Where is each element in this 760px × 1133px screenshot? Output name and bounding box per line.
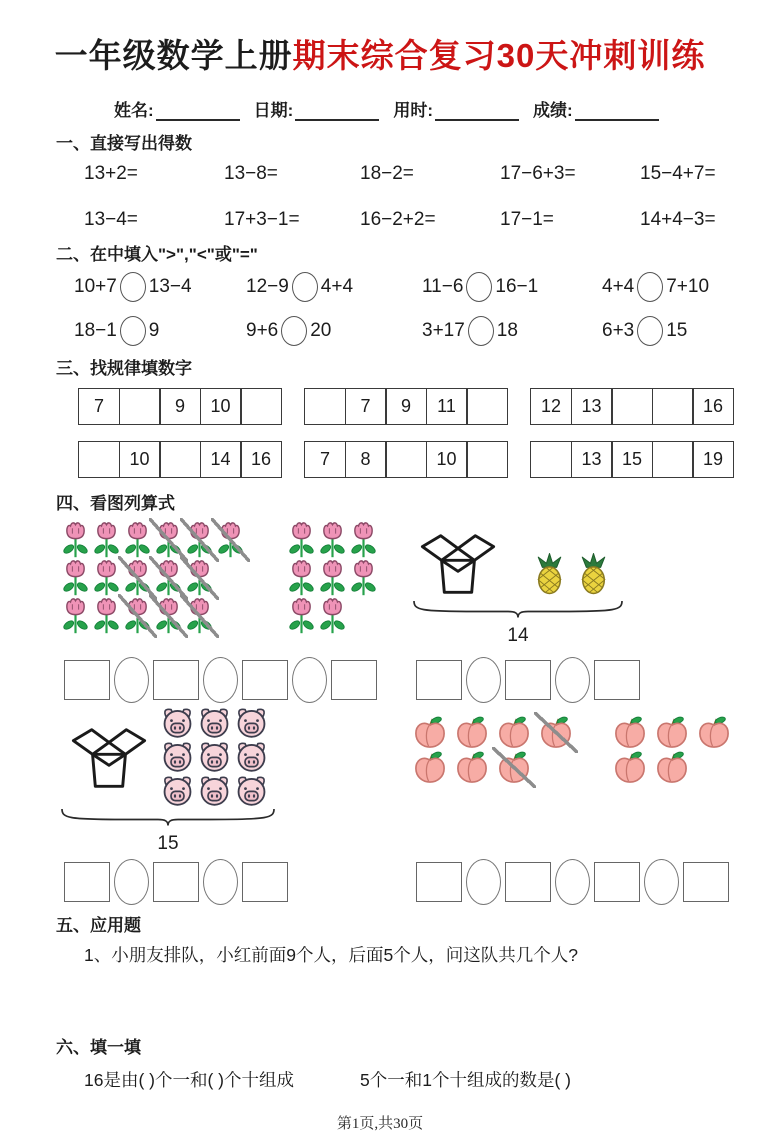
fill-in-left: 16是由( )个一和( )个十组成 bbox=[84, 1070, 294, 1090]
peach-icon bbox=[654, 750, 690, 785]
answer-number-box[interactable] bbox=[153, 862, 199, 902]
icon-row bbox=[60, 597, 246, 635]
pineapple-group bbox=[534, 552, 609, 595]
icon-grid bbox=[412, 715, 574, 785]
math-expression: 16−2+2= bbox=[360, 209, 436, 230]
tulip-picture-problem bbox=[60, 521, 412, 647]
sequence-cell: 10 bbox=[426, 441, 468, 478]
section3-sequences bbox=[18, 388, 742, 478]
answer-operator-circle[interactable] bbox=[466, 859, 501, 905]
work-space bbox=[18, 967, 742, 1025]
icon-grid bbox=[286, 521, 379, 635]
right-expression: 4+4 bbox=[320, 275, 354, 297]
title-black-part: 一年级数学上册 bbox=[54, 37, 293, 74]
compare-answer-circle[interactable] bbox=[466, 272, 492, 302]
open-box-icon bbox=[67, 723, 151, 793]
comparison-problem bbox=[422, 315, 602, 346]
peach-picture-problem bbox=[412, 703, 742, 855]
pig-icon bbox=[233, 739, 270, 773]
page-title bbox=[18, 36, 742, 76]
tulip-icon bbox=[286, 597, 317, 635]
math-expression: 15−4+7= bbox=[640, 163, 716, 184]
time-used-label: 用时: bbox=[393, 101, 434, 120]
comparison-problem bbox=[246, 271, 422, 302]
right-expression: 9 bbox=[148, 319, 160, 341]
sequence-cell: 13 bbox=[571, 388, 613, 425]
comparison-problem bbox=[74, 315, 246, 346]
peach-clusters bbox=[412, 703, 732, 785]
date-field bbox=[254, 96, 380, 121]
fill-in-right: 5个一和1个十组成的数是( ) bbox=[360, 1070, 571, 1090]
peach-icon bbox=[496, 750, 532, 785]
answer-template-flowers bbox=[64, 657, 412, 703]
box-pig-items bbox=[67, 705, 270, 807]
pineapple-icon bbox=[578, 552, 609, 595]
sequence-cell: 16 bbox=[692, 388, 734, 425]
icon-row bbox=[412, 715, 574, 750]
pineapple-icon bbox=[534, 552, 565, 595]
answer-operator-circle[interactable] bbox=[644, 859, 679, 905]
brace-total-label: 15 bbox=[157, 833, 179, 854]
section1-problems bbox=[18, 161, 742, 232]
pig-icon bbox=[159, 705, 196, 739]
tulip-icon bbox=[91, 521, 122, 559]
score-label: 成绩: bbox=[533, 101, 573, 120]
answer-number-box[interactable] bbox=[242, 660, 288, 700]
number-sequence-box bbox=[530, 388, 734, 425]
compare-answer-circle[interactable] bbox=[637, 316, 663, 346]
icon-row bbox=[286, 559, 379, 597]
open-box-icon bbox=[416, 529, 500, 599]
comparison-problem bbox=[246, 315, 422, 346]
pig-icon bbox=[159, 773, 196, 807]
math-expression: 13−4= bbox=[84, 209, 138, 230]
tulip-icon bbox=[348, 521, 379, 559]
answer-operator-circle[interactable] bbox=[203, 859, 238, 905]
section5-heading: 五、应用题 bbox=[56, 916, 141, 935]
pig-icon bbox=[159, 739, 196, 773]
tulip-icon bbox=[60, 559, 91, 597]
sequence-blank-cell[interactable] bbox=[304, 388, 346, 425]
sequence-blank-cell[interactable] bbox=[611, 388, 653, 425]
sequence-cell: 19 bbox=[692, 441, 734, 478]
pig-icon bbox=[196, 739, 233, 773]
score-blank-line[interactable] bbox=[575, 103, 659, 121]
page-number: 第1页,共30页 bbox=[336, 1116, 424, 1132]
icon-grid bbox=[60, 521, 246, 635]
left-expression: 11−6 bbox=[422, 275, 464, 297]
left-expression: 6+3 bbox=[602, 319, 635, 341]
answer-operator-circle[interactable] bbox=[114, 657, 149, 703]
sequence-blank-cell[interactable] bbox=[385, 441, 427, 478]
sequence-cell: 7 bbox=[78, 388, 120, 425]
sequence-cell: 14 bbox=[200, 441, 242, 478]
tulip-icon bbox=[286, 559, 317, 597]
answer-operator-circle[interactable] bbox=[203, 657, 238, 703]
equation-answer-template bbox=[416, 859, 729, 905]
answer-operator-circle[interactable] bbox=[114, 859, 149, 905]
answer-number-box[interactable] bbox=[594, 862, 640, 902]
answer-number-box[interactable] bbox=[64, 862, 110, 902]
compare-answer-circle[interactable] bbox=[468, 316, 494, 346]
icon-row bbox=[159, 739, 270, 773]
answer-operator-circle[interactable] bbox=[555, 859, 590, 905]
math-expression: 18−2= bbox=[360, 163, 414, 184]
icon-row bbox=[60, 559, 246, 597]
answer-number-box[interactable] bbox=[64, 660, 110, 700]
section6-heading: 六、填一填 bbox=[56, 1038, 141, 1057]
math-expression: 17−1= bbox=[500, 209, 554, 230]
icon-row bbox=[286, 597, 379, 635]
sequence-row bbox=[78, 388, 742, 425]
sequence-blank-cell[interactable] bbox=[466, 388, 508, 425]
left-expression: 9+6 bbox=[246, 319, 279, 341]
answer-template-pigs bbox=[64, 859, 412, 905]
sequence-blank-cell[interactable] bbox=[240, 388, 282, 425]
comparison-row bbox=[74, 271, 742, 302]
sequence-cell: 8 bbox=[345, 441, 387, 478]
icon-row bbox=[612, 715, 732, 750]
math-expression: 13−8= bbox=[224, 163, 278, 184]
icon-row bbox=[60, 521, 246, 559]
peach-icon bbox=[454, 750, 490, 785]
icon-row bbox=[286, 521, 379, 559]
sequence-blank-cell[interactable] bbox=[652, 441, 694, 478]
pig-icon bbox=[233, 705, 270, 739]
tulip-icon bbox=[60, 597, 91, 635]
answer-operator-circle[interactable] bbox=[292, 657, 327, 703]
compare-answer-circle[interactable] bbox=[292, 272, 318, 302]
math-expression: 17+3−1= bbox=[224, 209, 300, 230]
answer-operator-circle[interactable] bbox=[466, 657, 501, 703]
right-expression: 20 bbox=[310, 319, 332, 341]
left-expression: 4+4 bbox=[602, 275, 635, 297]
compare-answer-circle[interactable] bbox=[637, 272, 663, 302]
name-blank-line[interactable] bbox=[156, 103, 240, 121]
number-sequence-box bbox=[78, 441, 282, 478]
sequence-blank-cell[interactable] bbox=[466, 441, 508, 478]
tulip-icon bbox=[317, 521, 348, 559]
section2-heading: 二、在中填入">","<"或"=" bbox=[56, 245, 258, 264]
peach-icon bbox=[412, 715, 448, 750]
date-label: 日期: bbox=[253, 101, 294, 120]
pig-icon bbox=[233, 773, 270, 807]
compare-answer-circle[interactable] bbox=[120, 316, 146, 346]
answer-operator-circle[interactable] bbox=[555, 657, 590, 703]
peach-icon bbox=[454, 715, 490, 750]
time-used-blank-line[interactable] bbox=[435, 103, 519, 121]
answer-number-box[interactable] bbox=[242, 862, 288, 902]
equation-answer-template bbox=[416, 657, 640, 703]
sequence-cell: 9 bbox=[159, 388, 201, 425]
left-expression: 18−1 bbox=[74, 319, 117, 341]
sequence-cell: 10 bbox=[119, 441, 161, 478]
peach-icon bbox=[696, 715, 732, 750]
icon-row bbox=[412, 750, 574, 785]
section3-heading: 三、找规律填数字 bbox=[56, 359, 192, 378]
icon-grid bbox=[159, 705, 270, 807]
fill-in-line bbox=[84, 1067, 742, 1092]
sequence-blank-cell[interactable] bbox=[159, 441, 201, 478]
answer-number-box[interactable] bbox=[505, 862, 551, 902]
answer-number-box[interactable] bbox=[505, 660, 551, 700]
tulip-icon bbox=[286, 521, 317, 559]
comparison-problem bbox=[422, 271, 602, 302]
comparison-row bbox=[74, 315, 742, 346]
box-and-pineapples bbox=[412, 529, 624, 647]
icon-grid bbox=[612, 715, 732, 785]
math-expression: 14+4−3= bbox=[640, 209, 716, 230]
tulip-icon bbox=[184, 597, 215, 635]
number-sequence-box bbox=[304, 441, 508, 478]
sequence-cell: 16 bbox=[240, 441, 282, 478]
peach-icon bbox=[654, 715, 690, 750]
left-expression: 3+17 bbox=[422, 319, 465, 341]
answer-number-box[interactable] bbox=[416, 660, 462, 700]
number-sequence-box bbox=[530, 441, 734, 478]
student-info-row bbox=[114, 96, 742, 121]
right-expression: 16−1 bbox=[495, 275, 539, 297]
sequence-cell: 10 bbox=[200, 388, 242, 425]
time-used-field bbox=[393, 96, 519, 121]
math-expression: 13+2= bbox=[84, 163, 138, 184]
box-and-pigs bbox=[60, 705, 276, 855]
answer-number-box[interactable] bbox=[594, 660, 640, 700]
pig-box-problem bbox=[60, 705, 412, 855]
sequence-blank-cell[interactable] bbox=[78, 441, 120, 478]
peach-icon bbox=[612, 750, 648, 785]
score-field bbox=[533, 96, 659, 121]
arithmetic-row bbox=[84, 161, 742, 186]
name-label: 姓名: bbox=[114, 101, 154, 120]
peach-icon bbox=[538, 715, 574, 750]
equation-answer-template bbox=[64, 657, 377, 703]
comparison-problem bbox=[74, 271, 246, 302]
sequence-cell: 12 bbox=[530, 388, 572, 425]
pig-icon bbox=[196, 773, 233, 807]
section1-heading: 一、直接写出得数 bbox=[56, 134, 192, 153]
right-expression: 7+10 bbox=[666, 275, 710, 297]
tulip-icon bbox=[60, 521, 91, 559]
sequence-row bbox=[78, 441, 742, 478]
sequence-blank-cell[interactable] bbox=[119, 388, 161, 425]
tulip-groups bbox=[60, 521, 379, 635]
left-expression: 10+7 bbox=[74, 275, 117, 297]
icon-row bbox=[612, 750, 732, 785]
sequence-cell: 11 bbox=[426, 388, 468, 425]
word-problem-text: 1、小朋友排队，小红前面9个人，后面5个人，问这队共几个人? bbox=[84, 945, 578, 965]
section4-heading: 四、看图列算式 bbox=[56, 494, 175, 513]
peach-icon bbox=[612, 715, 648, 750]
tulip-icon bbox=[317, 559, 348, 597]
answer-number-box[interactable] bbox=[153, 660, 199, 700]
answer-template-peaches bbox=[416, 859, 742, 905]
box-pineapple-items bbox=[416, 529, 621, 599]
compare-answer-circle[interactable] bbox=[281, 316, 307, 346]
picture-problems bbox=[60, 521, 742, 905]
pig-icon bbox=[196, 705, 233, 739]
left-expression: 12−9 bbox=[246, 275, 289, 297]
date-blank-line[interactable] bbox=[295, 103, 379, 121]
arithmetic-row bbox=[84, 207, 742, 232]
tulip-icon bbox=[215, 521, 246, 559]
tulip-icon bbox=[184, 559, 215, 597]
pineapple-box-problem bbox=[412, 521, 742, 647]
comparison-problem bbox=[602, 315, 742, 346]
tulip-icon bbox=[348, 559, 379, 597]
tulip-icon bbox=[317, 597, 348, 635]
brace-total-label: 14 bbox=[507, 625, 529, 646]
icon-row bbox=[159, 773, 270, 807]
answer-number-box[interactable] bbox=[416, 862, 462, 902]
math-expression: 17−6+3= bbox=[500, 163, 576, 184]
number-sequence-box bbox=[78, 388, 282, 425]
sequence-cell: 15 bbox=[611, 441, 653, 478]
underbrace bbox=[412, 599, 624, 624]
title-red-part: 期末综合复习30天冲刺训练 bbox=[292, 37, 706, 74]
section2-problems bbox=[18, 271, 742, 346]
name-field bbox=[114, 96, 240, 121]
peach-icon bbox=[412, 750, 448, 785]
sequence-cell: 7 bbox=[304, 441, 346, 478]
right-expression: 15 bbox=[666, 319, 688, 341]
compare-answer-circle[interactable] bbox=[120, 272, 146, 302]
answer-number-box[interactable] bbox=[331, 660, 377, 700]
sequence-cell: 7 bbox=[345, 388, 387, 425]
peach-icon bbox=[496, 715, 532, 750]
right-expression: 18 bbox=[496, 319, 518, 341]
comparison-problem bbox=[602, 271, 742, 302]
answer-number-box[interactable] bbox=[683, 862, 729, 902]
sequence-cell: 9 bbox=[385, 388, 427, 425]
equation-answer-template bbox=[64, 859, 288, 905]
sequence-cell: 13 bbox=[571, 441, 613, 478]
answer-template-pineapple bbox=[416, 657, 742, 703]
right-expression: 13−4 bbox=[148, 275, 192, 297]
number-sequence-box bbox=[304, 388, 508, 425]
underbrace bbox=[60, 807, 276, 832]
sequence-blank-cell[interactable] bbox=[530, 441, 572, 478]
icon-row bbox=[159, 705, 270, 739]
sequence-blank-cell[interactable] bbox=[652, 388, 694, 425]
